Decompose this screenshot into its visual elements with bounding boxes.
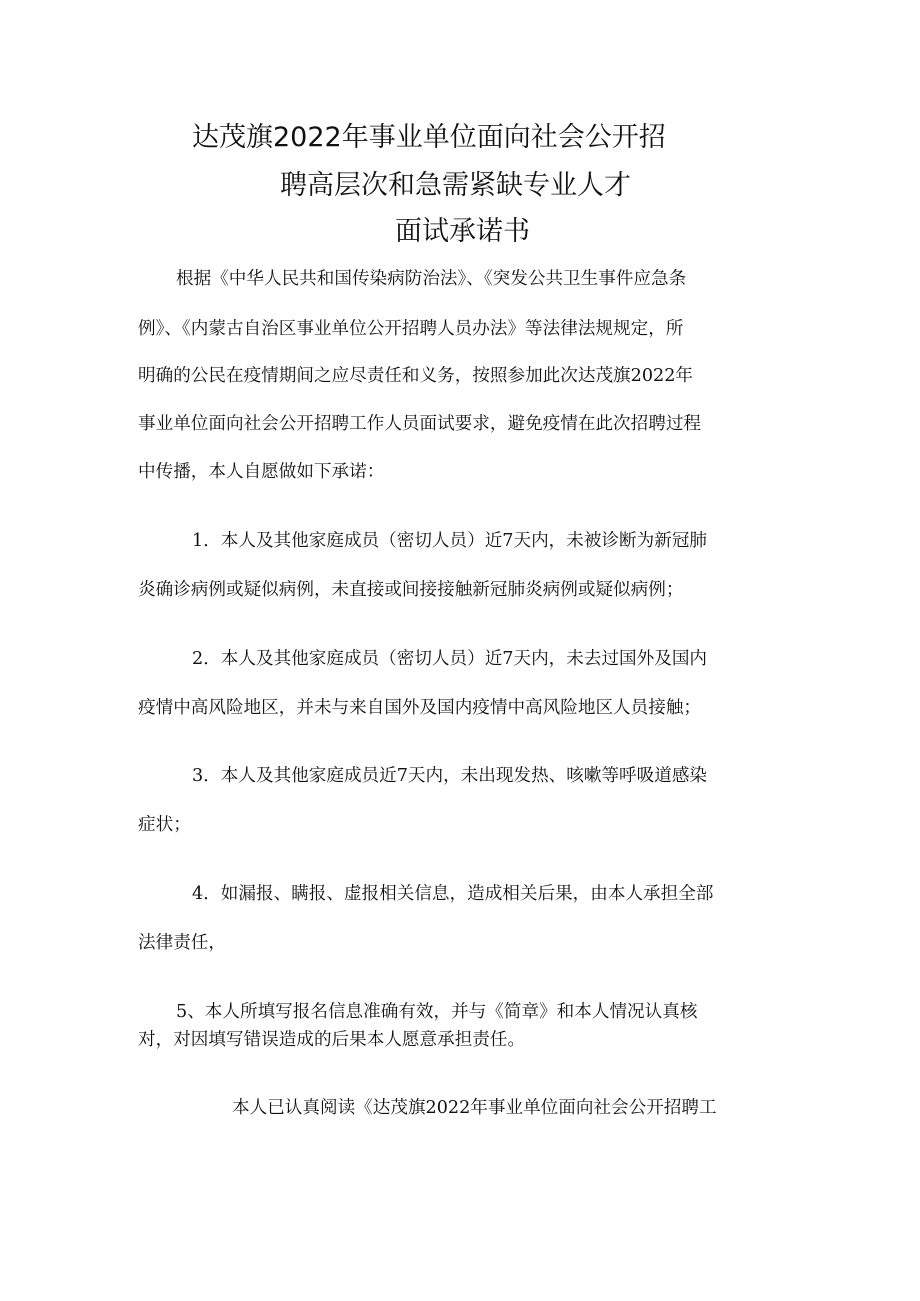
item-2-line-1: 2．本人及其他家庭成员（密切人员）近7天内，未去过国外及国内: [192, 649, 708, 669]
title-line-3: 面试承诺书: [395, 216, 530, 247]
item-5-line-2: 对，对因填写错误造成的后果本人愿意承担责任。: [138, 1030, 526, 1050]
item-5-line-1: 5、本人所填写报名信息准确有效，并与《简章》和本人情况认真核: [176, 1002, 698, 1022]
item-4-line-1: 4．如漏报、瞒报、虚报相关信息，造成相关后果，由本人承担全部: [192, 884, 714, 904]
intro-line-1: 根据《中华人民共和国传染病防治法》、《突发公共卫生事件应急条: [176, 269, 687, 289]
title-line-2: 聘高层次和急需紧缺专业人才: [280, 170, 631, 201]
closing-line-1: 本人已认真阅读《达茂旗2022年事业单位面向社会公开招聘工: [232, 1098, 717, 1118]
item-1-line-2: 炎确诊病例或疑似病例，未直接或间接接触新冠肺炎病例或疑似病例；: [138, 580, 684, 600]
title-line-1: 达茂旗2022年事业单位面向社会公开招: [192, 122, 666, 153]
item-1-line-1: 1．本人及其他家庭成员（密切人员）近7天内，未被诊断为新冠肺: [192, 531, 708, 551]
item-4-line-2: 法律责任，: [138, 933, 226, 953]
item-2-line-2: 疫情中高风险地区，并未与来自国外及国内疫情中高风险地区人员接触；: [138, 698, 702, 718]
intro-line-4: 事业单位面向社会公开招聘工作人员面试要求，避免疫情在此次招聘过程: [138, 414, 702, 434]
item-3-line-1: 3．本人及其他家庭成员近7天内，未出现发热、咳嗽等呼吸道感染: [192, 766, 708, 786]
intro-line-3: 明确的公民在疫情期间之应尽责任和义务，按照参加此次达茂旗2022年: [138, 366, 693, 386]
intro-line-2: 例》、《内蒙古自治区事业单位公开招聘人员办法》等法律法规规定，所: [138, 319, 684, 339]
intro-line-5: 中传播，本人自愿做如下承诺：: [138, 462, 385, 482]
item-3-line-2: 症状；: [138, 815, 191, 835]
